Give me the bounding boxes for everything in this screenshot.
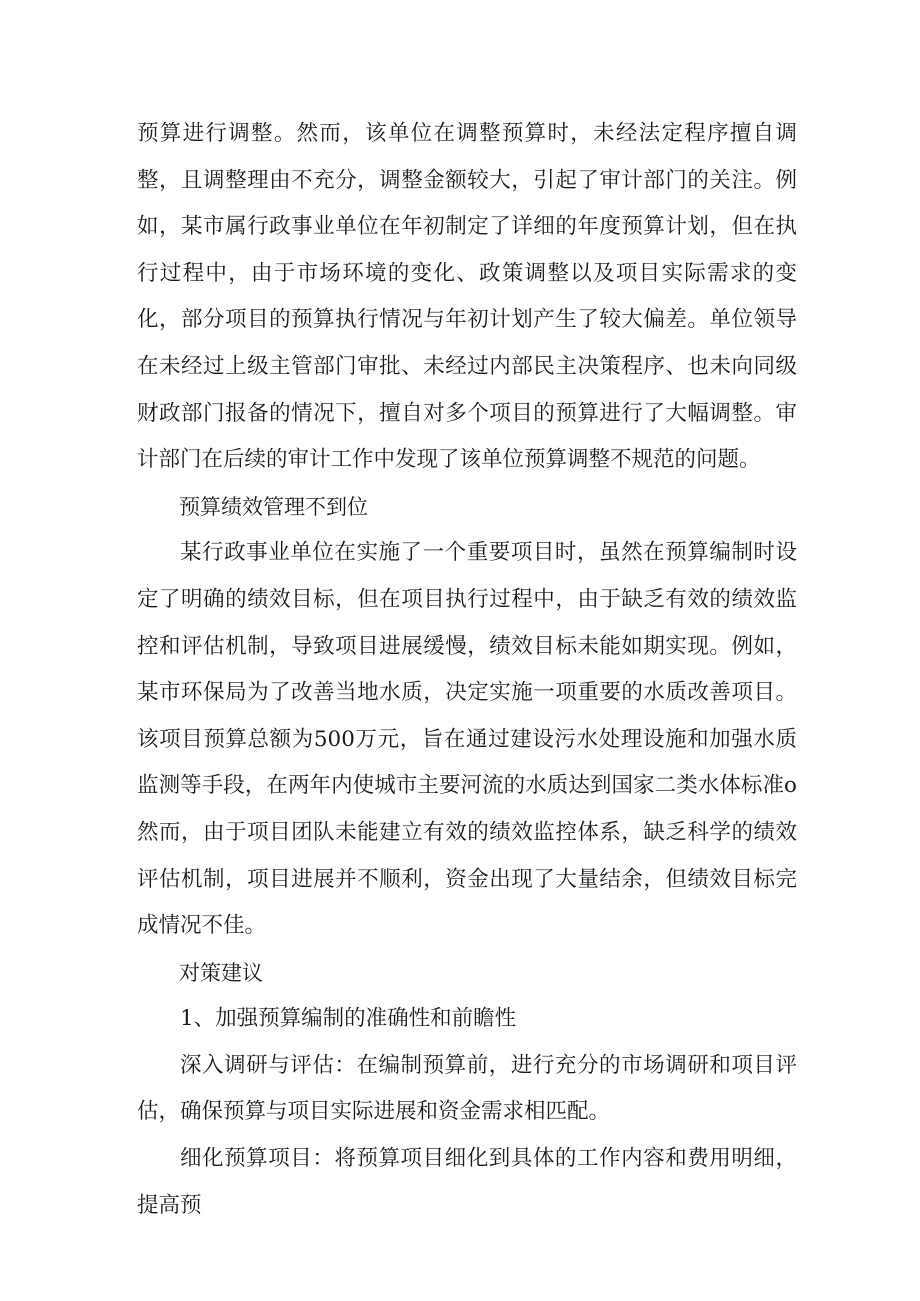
subheading-budget-accuracy: 1、加强预算编制的准确性和前瞻性	[180, 1006, 517, 1032]
section-heading-recommendations: 对策建议	[179, 960, 263, 985]
paragraph-research-assessment: 深入调研与评估：在编制预算前，进行充分的市场调研和项目评估，确保预算与项目实际进展和资金需求相匹配。	[137, 1052, 797, 1125]
paragraph-refine-items: 细化预算项目：将预算项目细化到具体的工作内容和费用明细，提高预	[137, 1146, 797, 1218]
document-body	[137, 111, 797, 1229]
paragraph-performance-case: 某行政事业单位在实施了一个重要项目时，虽然在预算编制时设定了明确的绩效目标，但在项目执行过程中，由于缺乏有效的绩效监控和评估机制，导致项目进展缓慢，绩效目标未能如期实现。例如，某市环保局为了改善当地水质，决定实施一项重要的水质改善项目。该项目预算总额为500万元，旨在通过建设污水处理设施和加强水质监测等手段，在两年内使城市主要河流的水质达到国家二类水体标准o然而，由于项目团队未能建立有效的绩效监控体系，缺乏科学的绩效评估机制，项目进展并不顺利，资金出现了大量结余，但绩效目标完成情况不佳。	[137, 540, 797, 939]
section-heading-performance-management: 预算绩效管理不到位	[179, 494, 368, 519]
paragraph-continuation: 预算进行调整。然而，该单位在调整预算时，未经法定程序擅自调整，且调整理由不充分，调整金额较大，引起了审计部门的关注。例如，某市属行政事业单位在年初制定了详细的年度预算计划，但在执行过程中，由于市场环境的变化、政策调整以及项目实际需求的变化，部分项目的预算执行情况与年初计划产生了较大偏差。单位领导在未经过上级主管部门审批、未经过内部民主决策程序、也未向同级财政部门报备的情况下，擅自对多个项目的预算进行了大幅调整。审计部门在后续的审计工作中发现了该单位预算调整不规范的问题。	[137, 121, 797, 473]
